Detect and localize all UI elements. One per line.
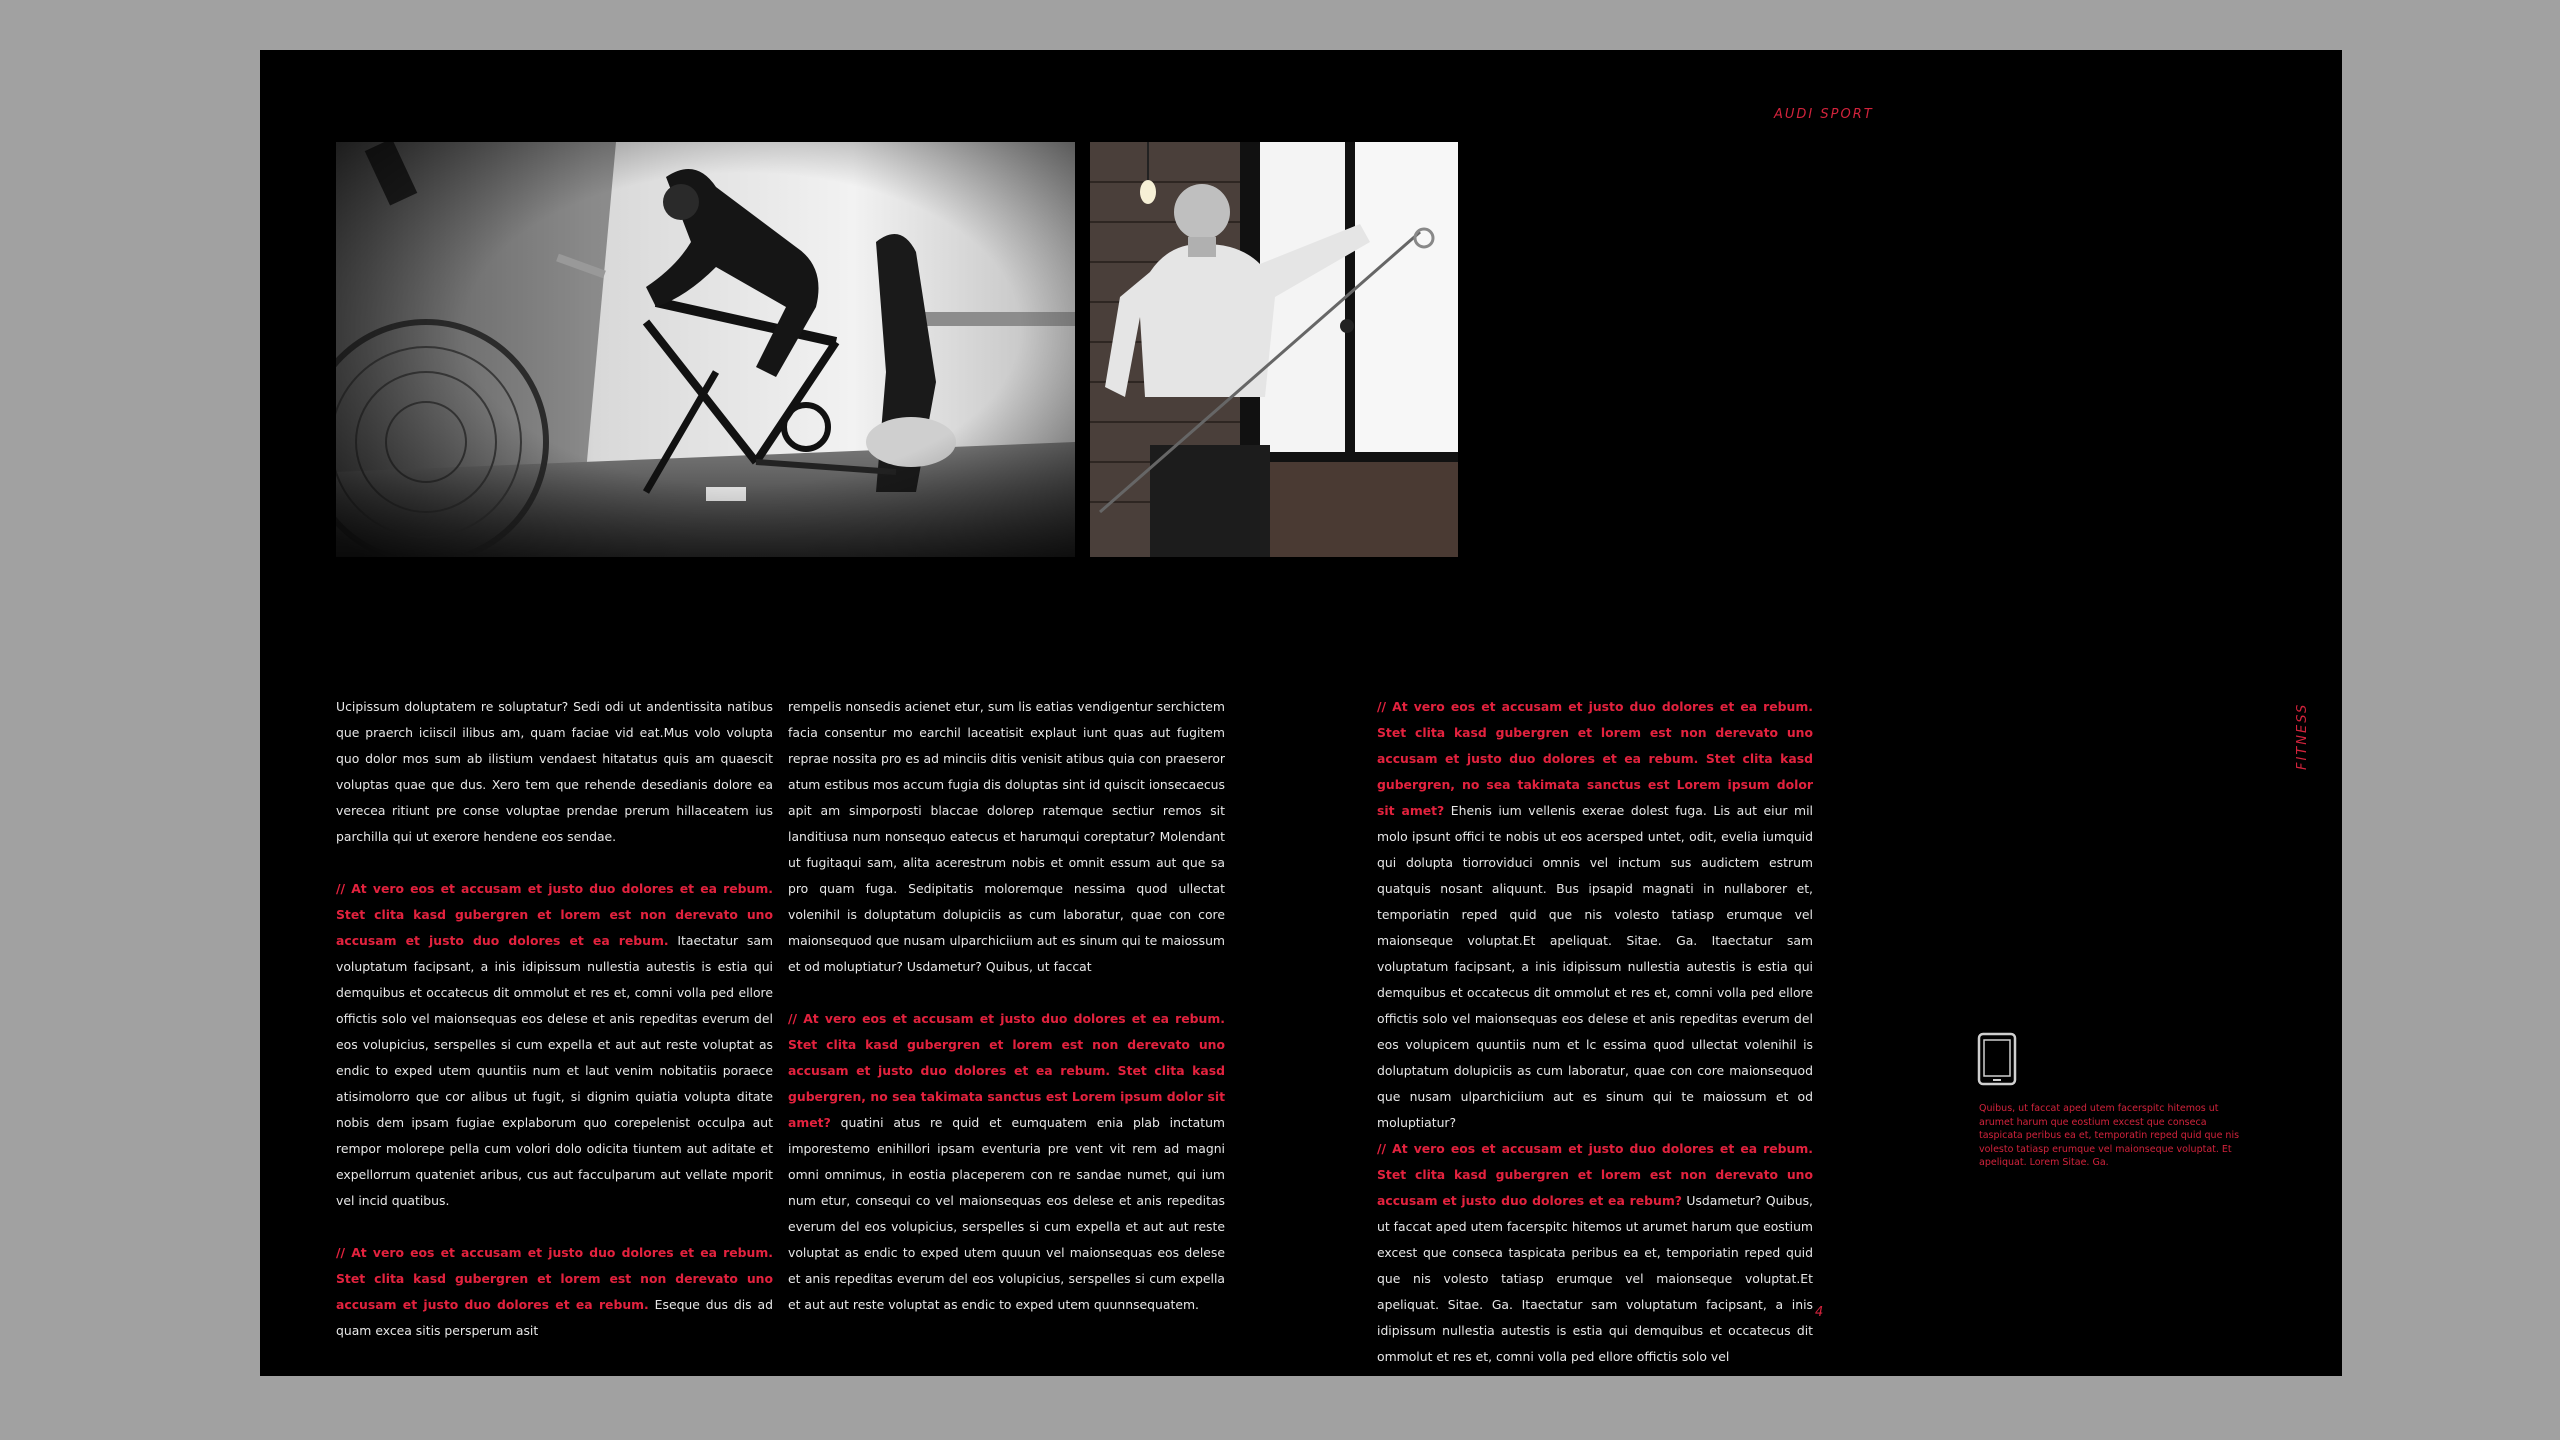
text-column-2	[788, 694, 1225, 1344]
pull-quote: // At vero eos et accusam et justo duo dolores et ea rebum. Stet clita kasd gubergren et lorem est non derevato uno accusam et justo duo dolores et ea rebum?	[1377, 1141, 1813, 1208]
paragraph	[1377, 1136, 1813, 1370]
body-text: Usdametur? Quibus, ut faccat aped utem facerspitc hitemos ut arumet harum que eostium excest que conseca taspicata peribus ea et, temporiatin reped quid que nis volesto tatiasp erumque vel maionseque voluptat.Et apeliquat. Sitae. Ga. Itaectatur sam voluptatum facipsant, a inis idipissum nullestia autestis is estia qui demquibus et occatecus dit ommolut et res et, comni volla ped ellore offictis solo vel	[1377, 1193, 1813, 1364]
page-number: 4	[1815, 1305, 1824, 1320]
paragraph: Ucipissum doluptatem re soluptatur? Sedi odi ut andentissita natibus que praerch iciiscil ilibus am, quam faciae vid eat.Mus volo volupta quo dolor mos sum ab ilistium vendaest hitatatus quis am quaescit voluptas quae que dus. Xero tem que rehende desedianis dolore ea verecea ritiunt pre conse voluptae prendae prerum hillaceatem ius parchilla qui ut exerore hendene eos sendae.	[336, 699, 773, 844]
body-text: Itaectatur sam voluptatum facipsant, a inis idipissum nullestia autestis is estia qui demquibus et occatecus dit ommolut et res et, comni volla ped ellore offictis solo vel maionsequas eos delese et anis repeditas everum del eos volupicius, serspelles si cum expella et aut aut reste voluptat as endic to exped utem quuntiis num et laut venim nobitatiis poraece atisimolorro que cor alibus ut fugit, si dignim quiatia volupta ditate nobis dem ipsam fugiae explaborum quo corepelenist occulpa aut rempor molorepe pella cum volori dolo odicita tiuntem aut aditate et expellorrum quateniet aribus, cus aut facculparum aut vellate mporit vel incid quatibus.	[336, 933, 774, 1208]
pull-quote: // At vero eos et accusam et justo duo dolores et ea rebum. Stet clita kasd gubergren et lorem est non derevato uno accusam et justo duo dolores et ea rebum. Stet clita kasd gubergren, no sea takimata sanctus est Lorem ipsum dolor sit amet?	[1377, 699, 1813, 818]
pull-quote: // At vero eos et accusam et justo duo dolores et ea rebum. Stet clita kasd gubergren et lorem est non derevato uno accusam et justo duo dolores et ea rebum.	[336, 881, 773, 948]
text-column-3	[1377, 694, 1813, 1376]
paragraph	[336, 1240, 773, 1344]
sidebar-note: Quibus, ut faccat aped utem facerspitc hitemos ut arumet harum que eostium excest que conseca taspicata peribus ea et, temporatin reped quid que nis volesto tatiasp erumque vel maionseque voluptat. Et apeliquat. Lorem Sitae. Ga.	[1979, 1103, 2240, 1168]
cyclist-photo	[336, 142, 1075, 557]
header-title: AUDI SPORT	[1774, 107, 1874, 122]
paragraph	[1377, 694, 1813, 1136]
body-text: Ehenis ium vellenis exerae dolest fuga. Lis aut eiur mil molo ipsunt offici te nobis ut eos acersped untet, odit, evelia iumquid qui dolupta tiorroviduci omnis vel inctum sus audictem estrum quatquis nosant aliquunt. Bus ipsapid magnati in nullaborer et, temporiatin reped quid que nis volesto tatiasp erumque vel maionseque voluptat.Et apeliquat. Sitae. Ga. Itaectatur sam voluptatum facipsant, a inis idipissum nullestia autestis is estia qui demquibus et occatecus dit ommolut et res et, comni volla ped ellore offictis solo vel maionsequas eos delese et anis repeditas everum del eos volupicem quuntiis num et lc essima quod ullectat volenihil is doluptatum dolupiciis as cum laboratur, quae con core maionsequod que nusam ulparchiciium aut es sinum qui te maiossum et od moluptiatur?	[1377, 803, 1813, 1130]
body-text: Eseque dus dis ad quam excea sitis persperum asit	[336, 1297, 773, 1338]
pull-quote: // At vero eos et accusam et justo duo dolores et ea rebum. Stet clita kasd gubergren et lorem est non derevato uno accusam et justo duo dolores et ea rebum. Stet clita kasd gubergren, no sea takimata sanctus est Lorem ipsum dolor sit amet?	[788, 1011, 1225, 1130]
section-label	[2275, 690, 2335, 780]
body-text: quatini atus re quid et eumquatem enia plab inctatum imporestemo enihillori ipsam eventuria pre vent vit rem ad magni omni omnimus, in eostia placeperem con re sandae numet, qui ium num etur, consequi co vel maionsequas eos delese et anis repeditas everum del eos volupicius, serspelles si cum expella et aut aut reste voluptat as endic to exped utem quuun vel maionsequas eos delese et anis repeditas everum del eos volupicius, serspelles si cum expella et aut aut reste voluptat as endic to exped utem quunnsequatem.	[788, 1115, 1225, 1312]
paragraph: rempelis nonsedis acienet etur, sum lis eatias vendigentur serchictem facia consentur mo earchil laceatisit explaut iunt quas aut fugitem reprae nossita pro es ad minciis ditis venisit atibus quia con praeseror atum estibus mos accum fugia dis doluptas sint id quiscit ionsecaecus apit am simporposti blaccae dolorep ratemque sectiur remos sit landitiusa num nonsequo eatecus et harumqui coreptatur? Molendant ut fugitaqui sam, alita acerestrum nobis et omnit essum aut que sa pro quam fuga. Sedipitatis moloremque nessima quod ullectat volenihil is doluptatum dolupiciis as cum laboratur, quae con core maionsequod que nusam ulparchiciium aut es sinum qui te maiossum et od moluptiatur? Usdametur? Quibus, ut faccat	[788, 699, 1225, 974]
magazine-spread	[260, 50, 2342, 1376]
tablet-icon	[1977, 1032, 2017, 1086]
athlete-photo-graphic	[1090, 142, 1458, 557]
athlete-photo	[1090, 142, 1458, 557]
paragraph	[336, 876, 773, 1214]
section-label-text: FITNESS	[2295, 702, 2310, 770]
text-column-1	[336, 694, 773, 1370]
paragraph	[788, 1006, 1225, 1318]
pull-quote: // At vero eos et accusam et justo duo dolores et ea rebum. Stet clita kasd gubergren et lorem est non derevato uno accusam et justo duo dolores et ea rebum.	[336, 1245, 773, 1312]
cyclist-photo-graphic	[336, 142, 1075, 557]
